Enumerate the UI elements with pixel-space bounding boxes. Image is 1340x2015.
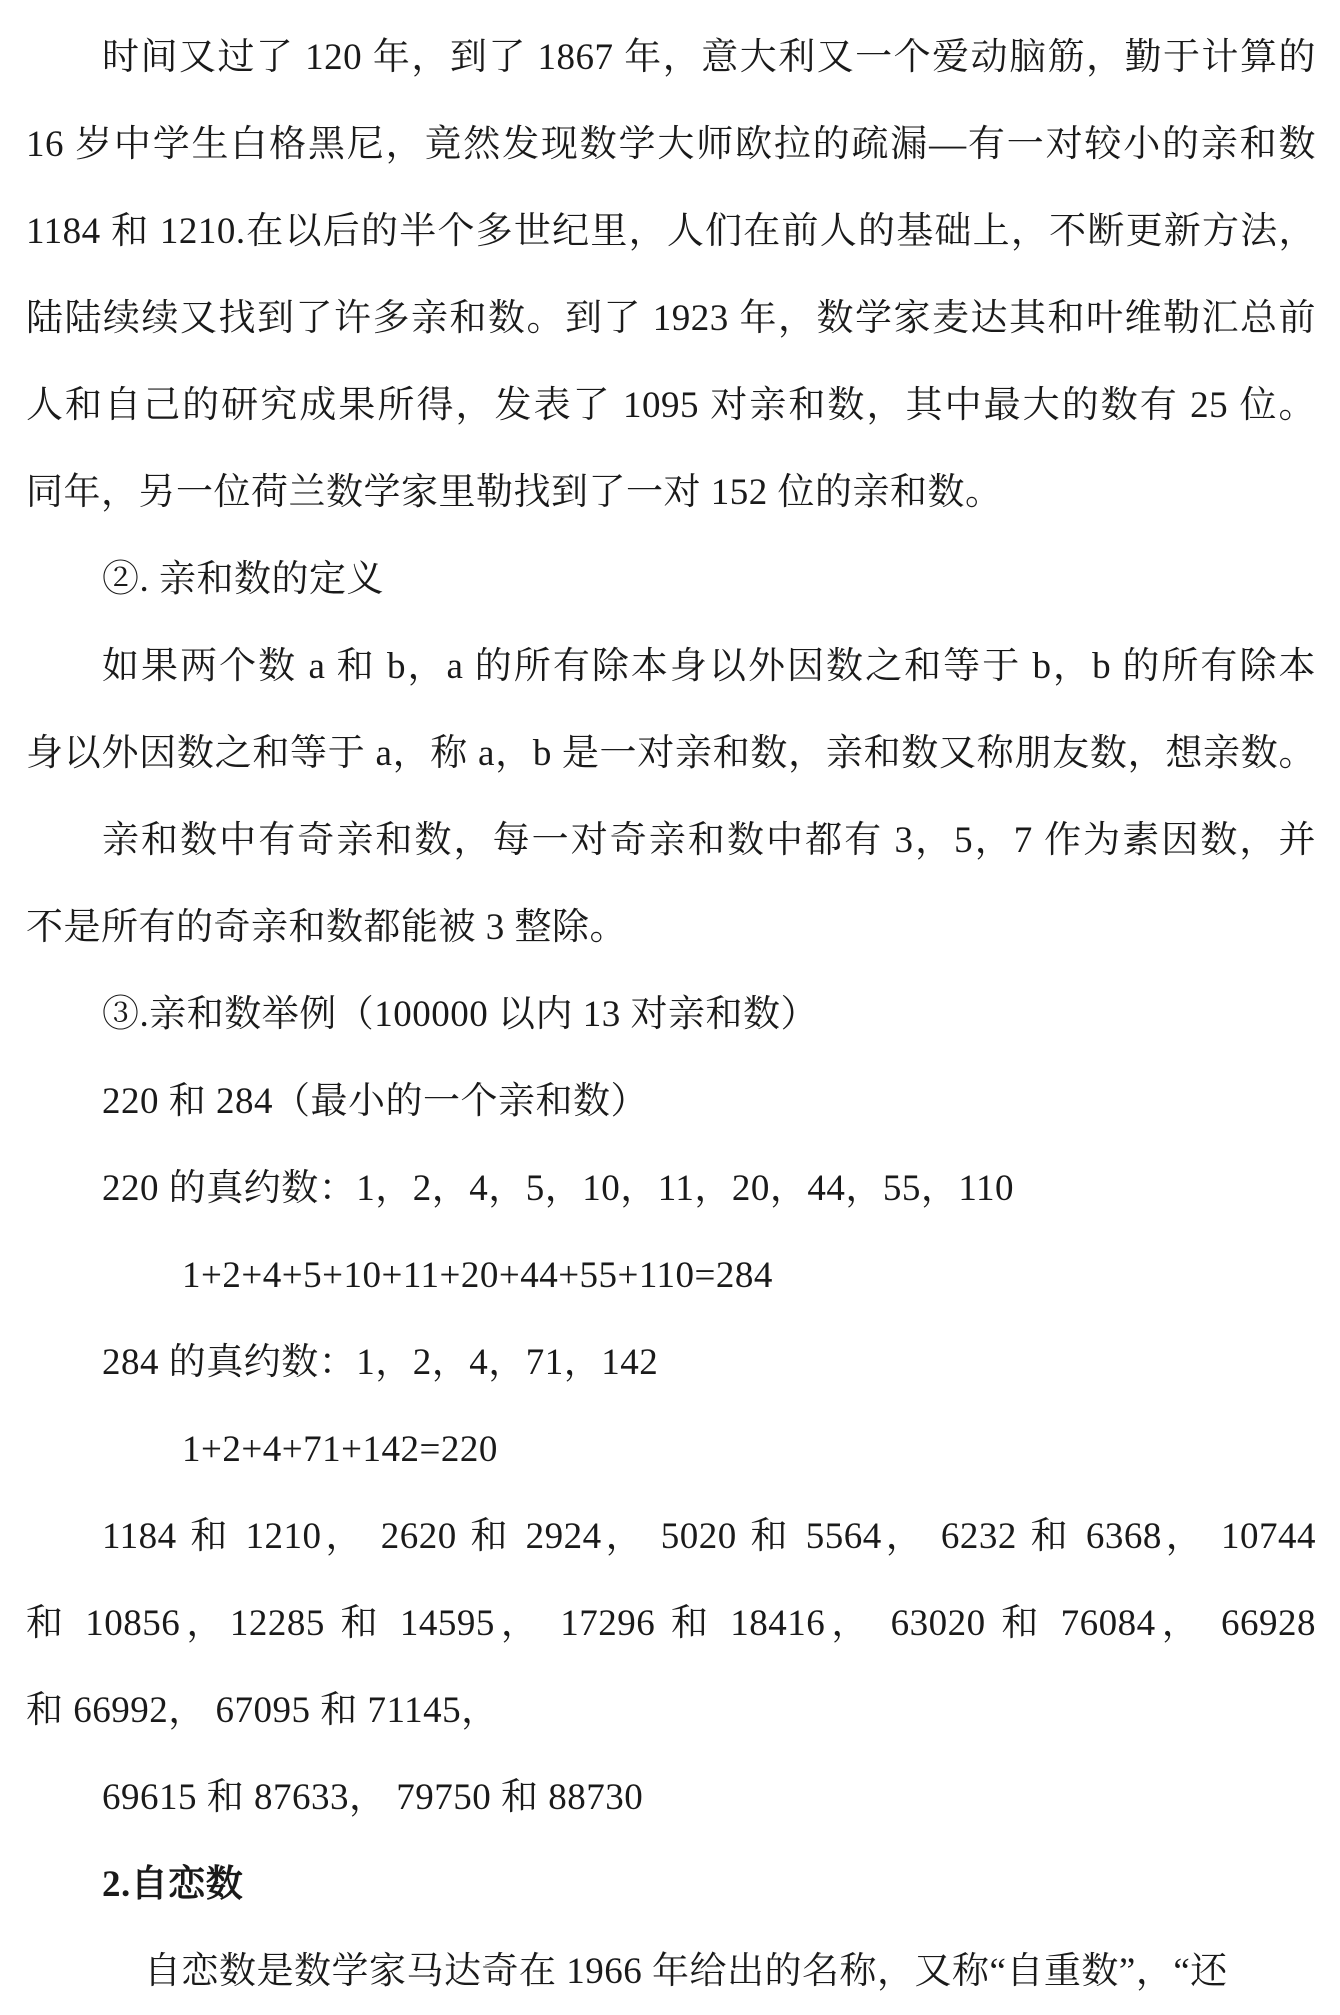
divisors-284: 284 的真约数：1，2，4，71，142	[102, 1342, 659, 1383]
section-heading-definition: ②. 亲和数的定义	[102, 559, 384, 600]
pairs-line-4: 69615 和 87633， 79750 和 88730	[102, 1777, 644, 1818]
odd-amicable-line-2: 不是所有的奇亲和数都能被 3 整除。	[26, 907, 627, 948]
document-page	[26, 14, 1316, 2015]
definition-line-2: 身以外因数之和等于 a，称 a，b 是一对亲和数，亲和数又称朋友数，想亲数。	[26, 733, 1316, 774]
pairs-line-2: 和 10856，12285 和 14595， 17296 和 18416， 63020 和 76084， 66928	[26, 1603, 1316, 1644]
divisors-220: 220 的真约数：1，2，4，5，10，11，20，44，55，110	[102, 1168, 1015, 1209]
history-line-3: 1184 和 1210.在以后的半个多世纪里，人们在前人的基础上，不断更新方法，	[26, 211, 1316, 252]
narcissistic-intro: 自恋数是数学家马达奇在 1966 年给出的名称，又称“自重数”，“还	[144, 1951, 1228, 1992]
section-heading-narcissistic: 2.自恋数	[102, 1864, 244, 1905]
history-line-6: 同年，另一位荷兰数学家里勒找到了一对 152 位的亲和数。	[26, 472, 1003, 513]
pairs-line-3: 和 66992， 67095 和 71145，	[26, 1690, 499, 1731]
sum-284: 1+2+4+71+142=220	[182, 1429, 498, 1470]
sum-220: 1+2+4+5+10+11+20+44+55+110=284	[182, 1255, 773, 1296]
definition-line-1: 如果两个数 a 和 b，a 的所有除本身以外因数之和等于 b，b 的所有除本	[102, 646, 1316, 687]
history-line-2: 16 岁中学生白格黑尼，竟然发现数学大师欧拉的疏漏—有一对较小的亲和数	[26, 124, 1316, 165]
section-heading-examples: ③.亲和数举例（100000 以内 13 对亲和数）	[102, 994, 818, 1035]
pairs-line-1: 1184 和 1210， 2620 和 2924， 5020 和 5564， 6232 和 6368， 10744	[102, 1516, 1316, 1557]
smallest-pair: 220 和 284（最小的一个亲和数）	[102, 1081, 648, 1122]
odd-amicable-line-1: 亲和数中有奇亲和数，每一对奇亲和数中都有 3，5，7 作为素因数，并	[102, 820, 1316, 861]
history-line-4: 陆陆续续又找到了许多亲和数。到了 1923 年，数学家麦达其和叶维勒汇总前	[26, 298, 1316, 339]
history-line-5: 人和自己的研究成果所得，发表了 1095 对亲和数，其中最大的数有 25 位。	[26, 385, 1316, 426]
history-line-1: 时间又过了 120 年，到了 1867 年，意大利又一个爱动脑筋，勤于计算的	[102, 37, 1316, 78]
